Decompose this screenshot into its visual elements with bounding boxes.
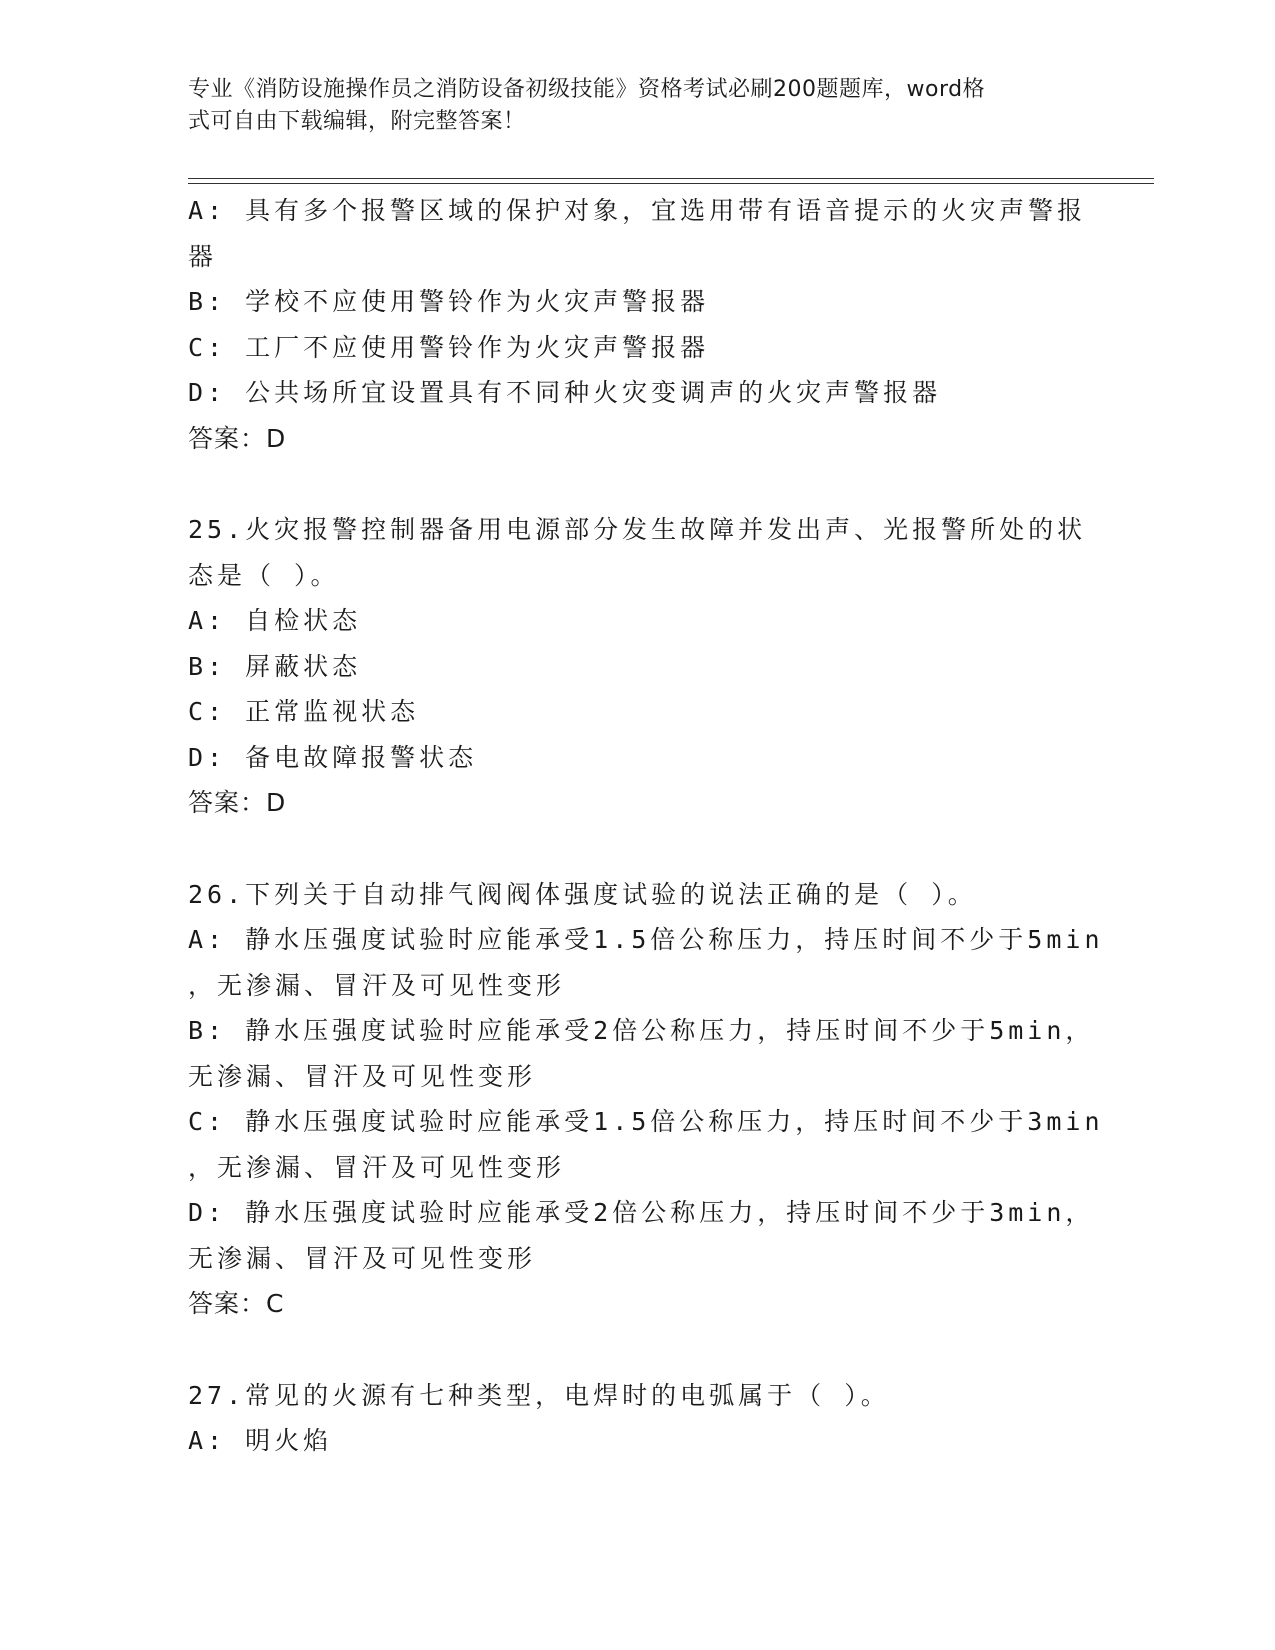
q27-question: 27.常见的火源有七种类型，电焊时的电弧属于（ ）。 <box>188 1380 890 1410</box>
q25-option-b: B: 屏蔽状态 <box>188 651 362 681</box>
q26-option-a-line-1: A: 静水压强度试验时应能承受1.5倍公称压力，持压时间不少于5min <box>188 925 1104 954</box>
spacer <box>188 1327 1088 1373</box>
q25-question-line-1: 25.火灾报警控制器备用电源部分发生故障并发出声、光报警所处的状 <box>188 515 1087 544</box>
q24-option-a-line-1: A: 具有多个报警区域的保护对象，宜选用带有语音提示的火灾声警报 <box>188 196 1087 225</box>
q26-option-c-line-1: C: 静水压强度试验时应能承受1.5倍公称压力，持压时间不少于3min <box>188 1107 1104 1136</box>
question-24-block <box>188 188 1088 461</box>
document-content <box>188 188 1104 1464</box>
question-25-block <box>188 507 1088 826</box>
q25-question-line-2: 态是（ ）。 <box>188 560 340 590</box>
header-rule-top <box>188 178 1154 179</box>
q26-option-c-line-2: ，无渗漏、冒汗及可见性变形 <box>188 1152 566 1182</box>
spacer <box>188 826 1088 872</box>
header-rule-bottom <box>188 183 1154 184</box>
q24-option-d: D: 公共场所宜设置具有不同种火灾变调声的火灾声警报器 <box>188 378 942 407</box>
q26-question: 26.下列关于自动排气阀阀体强度试验的说法正确的是（ ）。 <box>188 879 977 909</box>
q26-option-b-line-1: B: 静水压强度试验时应能承受2倍公称压力，持压时间不少于5min， <box>188 1016 1095 1045</box>
q26-option-d-line-2: 无渗漏、冒汗及可见性变形 <box>188 1243 537 1273</box>
q24-option-a-line-2: 器 <box>188 241 218 271</box>
q26-option-a-line-2: ，无渗漏、冒汗及可见性变形 <box>188 970 566 1000</box>
question-26-block <box>188 872 1104 1327</box>
header-title-line-2: 式可自由下载编辑，附完整答案！ <box>188 109 526 134</box>
q25-option-a: A: 自检状态 <box>188 606 362 635</box>
q26-option-b-line-2: 无渗漏、冒汗及可见性变形 <box>188 1061 537 1091</box>
q24-option-c: C: 工厂不应使用警铃作为火灾声警报器 <box>188 332 710 362</box>
spacer <box>188 461 1088 507</box>
q27-option-a: A: 明火焰 <box>188 1426 333 1455</box>
q25-answer: 答案：D <box>188 788 287 817</box>
q25-option-d: D: 备电故障报警状态 <box>188 742 478 772</box>
q26-option-d-line-1: D: 静水压强度试验时应能承受2倍公称压力，持压时间不少于3min， <box>188 1198 1095 1227</box>
question-27-block <box>188 1373 1088 1464</box>
header-title-line-1: 专业《消防设施操作员之消防设备初级技能》资格考试必刷200题题库，word格 <box>188 77 986 102</box>
q24-option-b: B: 学校不应使用警铃作为火灾声警报器 <box>188 287 710 316</box>
q24-answer: 答案：D <box>188 423 287 453</box>
document-header <box>188 74 1068 138</box>
q25-option-c: C: 正常监视状态 <box>188 697 420 726</box>
q26-answer: 答案：C <box>188 1289 285 1318</box>
